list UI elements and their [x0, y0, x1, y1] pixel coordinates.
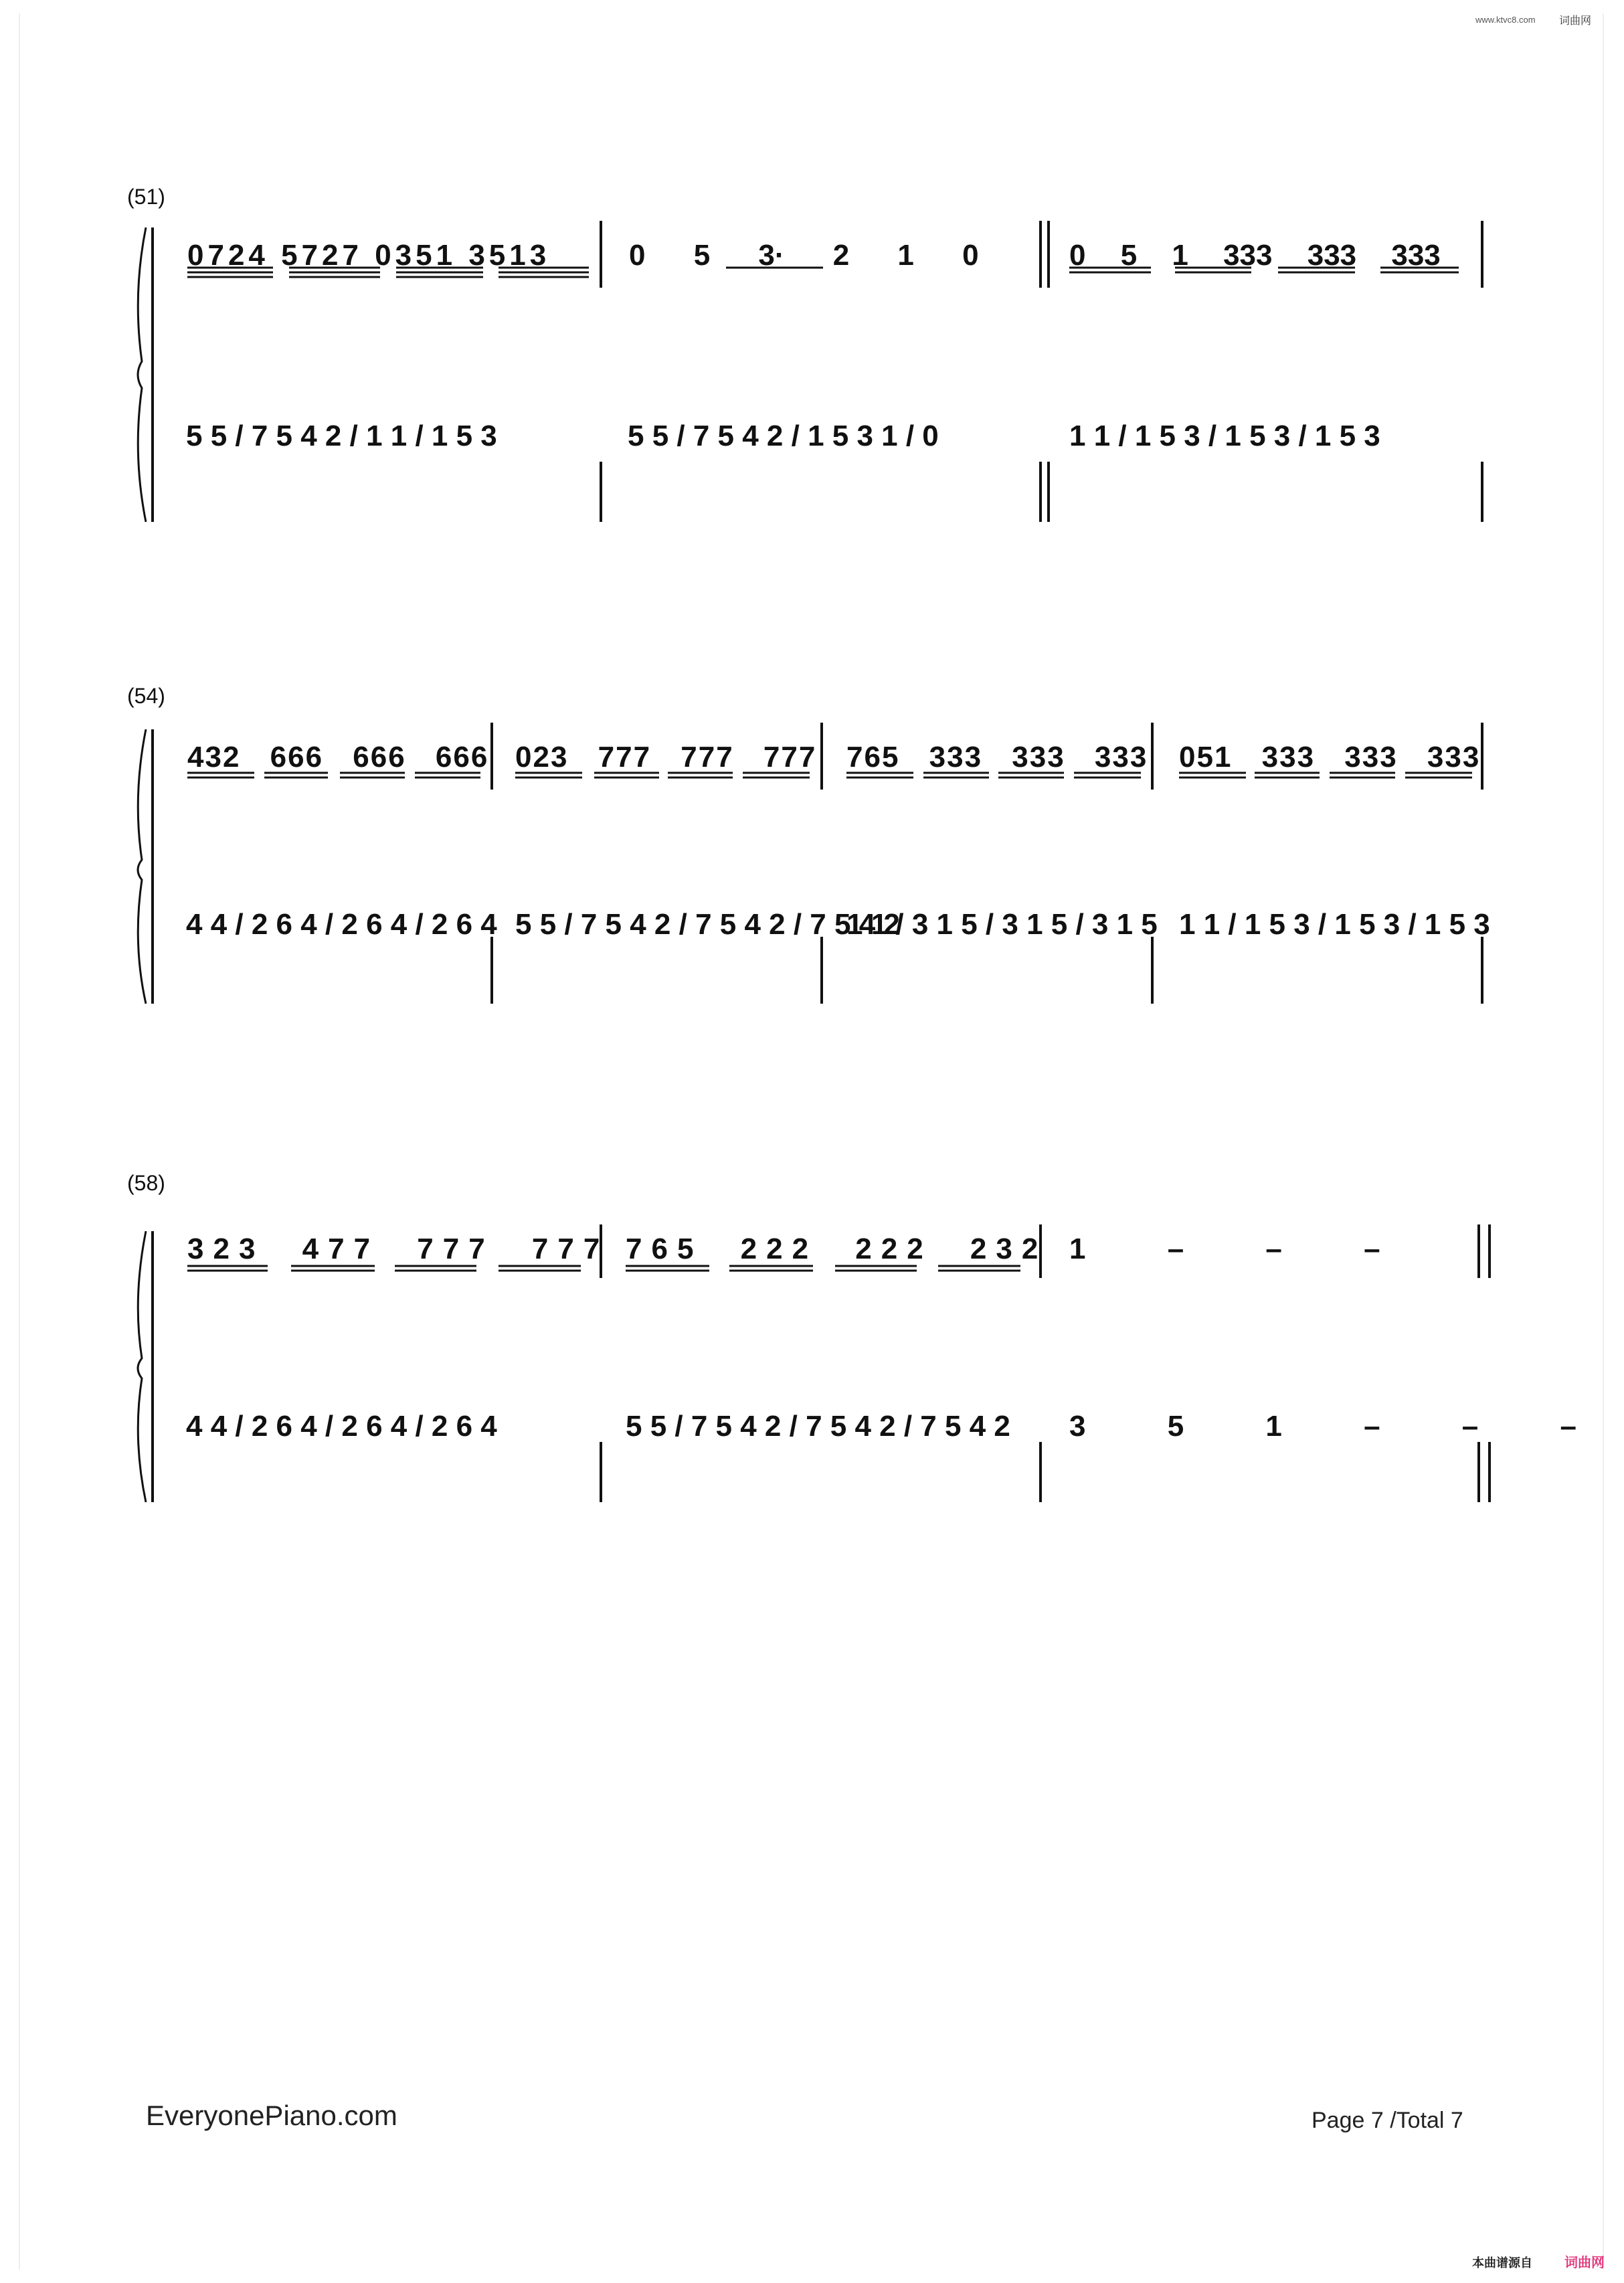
header-site-logo[interactable]: 词曲网: [1559, 15, 1592, 27]
footer-source-label: 本曲谱源自: [1472, 2256, 1532, 2270]
footer-source-logo[interactable]: 词曲网: [1564, 2256, 1605, 2270]
rh-m52: 0 5 3· 2 1 0: [629, 239, 979, 272]
footer-page-number: Page 7 /Total 7: [1312, 2108, 1463, 2133]
rh-m55: 023 777 777 777: [515, 741, 817, 773]
rh-m60: 1 – – –: [1069, 1232, 1380, 1265]
lh-m59: 5 5 / 7 5 4 2 / 7 5 4 2 / 7 5 4 2: [626, 1410, 1010, 1443]
measure-number-54: (54): [127, 684, 165, 708]
lh-m57: 1 1 / 1 5 3 / 1 5 3 / 1 5 3: [1179, 908, 1490, 941]
rh-m51: 0724 5727 0351 3513: [187, 239, 551, 272]
lh-m52: 5 5 / 7 5 4 2 / 1 5 3 1 / 0: [628, 420, 939, 452]
rh-m58: 323 477 777 777: [187, 1232, 610, 1265]
lh-m60: 3 5 1 – – –: [1069, 1410, 1576, 1443]
header-site-url[interactable]: www.ktvc8.com: [1475, 15, 1536, 25]
footer-site-name[interactable]: EveryonePiano.com: [146, 2100, 397, 2131]
system-1-brace: [138, 227, 153, 522]
rh-m54: 432 666 666 666: [187, 741, 489, 773]
system-2-brace: [138, 729, 153, 1004]
lh-m55: 5 5 / 7 5 4 2 / 7 5 4 2 / 7 5 4 2: [515, 908, 900, 941]
measure-number-58: (58): [127, 1171, 165, 1195]
lh-m58: 4 4 / 2 6 4 / 2 6 4 / 2 6 4: [186, 1410, 497, 1443]
lh-m53: 1 1 / 1 5 3 / 1 5 3 / 1 5 3: [1069, 420, 1380, 452]
system-3-brace: [138, 1231, 153, 1502]
rh-m56: 765 333 333 333: [846, 741, 1148, 773]
rh-m57: 051 333 333 333: [1179, 741, 1481, 773]
lh-m54: 4 4 / 2 6 4 / 2 6 4 / 2 6 4: [186, 908, 497, 941]
lh-m56: 1 1 / 3 1 5 / 3 1 5 / 3 1 5: [846, 908, 1158, 941]
measure-number-51: (51): [127, 185, 165, 209]
rh-m53: 0 5 1 333 333 333: [1069, 239, 1441, 272]
rh-m59: 765 222 222 232: [626, 1232, 1048, 1265]
lh-m51: 5 5 / 7 5 4 2 / 1 1 / 1 5 3: [186, 420, 497, 452]
